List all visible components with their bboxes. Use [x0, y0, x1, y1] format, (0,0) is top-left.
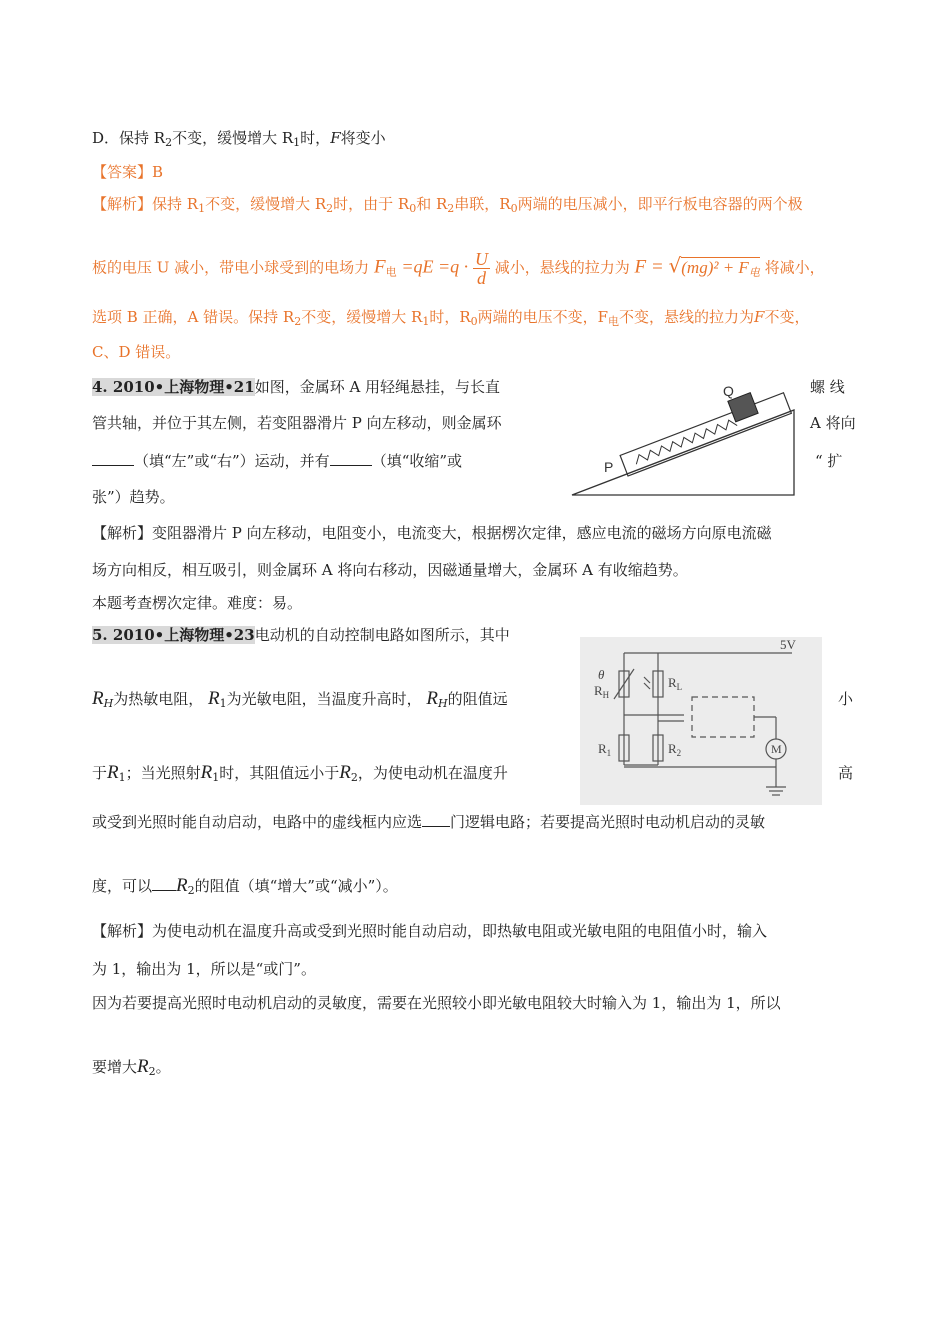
subscript: 2	[294, 315, 302, 328]
q5-text: 于	[92, 764, 108, 782]
sqrt-icon: √	[668, 253, 682, 278]
equation: =	[650, 256, 664, 278]
r2-label: $R_2$	[668, 741, 682, 758]
sqrt-expression: (mg)² + F	[681, 257, 749, 277]
subscript: 2	[447, 202, 455, 215]
option-d	[92, 127, 386, 154]
variable-r: R	[176, 875, 188, 896]
variable-r: R	[92, 688, 104, 709]
variable-f: F	[754, 308, 765, 326]
theta-label: θ	[598, 667, 605, 682]
analysis-text: 减小，悬线的拉力为	[494, 258, 630, 277]
q5-analysis: 为 1，输出为 1，所以是“或门”。	[92, 960, 316, 978]
q5-analysis-final	[92, 1054, 171, 1085]
q5-text: ；当光照射	[125, 764, 201, 782]
option-d-text: D．保持 R	[92, 129, 166, 147]
variable-r: R	[208, 688, 220, 709]
q5-text: 为热敏电阻，	[113, 690, 204, 708]
option-d-text: 时，	[300, 129, 331, 147]
variable-f: F	[330, 129, 341, 147]
voltage-label: 5V	[780, 637, 796, 652]
analysis-text: 将减小，	[764, 258, 825, 277]
q4-text: 如图，金属环 A 用轻绳悬挂，与长直	[254, 378, 501, 396]
subscript: 电	[608, 315, 620, 328]
spring	[633, 418, 737, 464]
fraction	[473, 250, 490, 287]
fraction-numerator: U	[474, 249, 488, 269]
subscript: 2	[165, 136, 173, 149]
subscript: 0	[510, 202, 518, 215]
motor-label: M	[771, 742, 782, 756]
subscript: 0	[470, 315, 478, 328]
answer-value: B	[152, 163, 164, 181]
figure-background	[580, 637, 822, 805]
subscript: H	[103, 697, 114, 710]
analysis-text: 两端的电压减小，即平行板电容器的两个极	[517, 195, 803, 213]
equation: =qE =q ·	[401, 256, 469, 277]
q4-text-right: “ 扩	[815, 452, 843, 470]
q4-text: 管共轴，并位于其左侧，若变阻器滑片 P 向左移动，则金属环	[92, 414, 502, 432]
analysis-text: 选项 B 正确，A 错误。保持 R	[92, 308, 295, 326]
analysis-text: 不变，缓慢增大 R	[205, 195, 327, 213]
analysis-text: 不变，悬线的拉力为	[619, 308, 755, 326]
q4-text: 张”）趋势。	[92, 488, 175, 506]
subscript: 电	[748, 266, 760, 279]
q5-text: ，为使电动机在温度升	[357, 764, 508, 782]
label-q: Q	[723, 383, 734, 399]
variable-r: R	[339, 762, 351, 783]
analysis-text: 时，R	[429, 308, 471, 326]
subscript: 1	[118, 771, 126, 784]
q5-text: 时，其阻值远小于	[219, 764, 340, 782]
analysis-line-4: C、D 错误。	[92, 343, 181, 361]
subscript: 1	[219, 697, 227, 710]
q5-analysis: 要增大	[92, 1058, 138, 1076]
q5-text: 门逻辑电路；若要提高光照时电动机启动的灵敏	[450, 813, 766, 831]
q4-text: （填“收缩”或	[371, 452, 463, 470]
incline-figure	[568, 380, 800, 500]
r1-label: $R_1$	[598, 741, 612, 758]
q5-analysis: 因为若要提高光照时电动机启动的灵敏度，需要在光照较小即光敏电阻较大时输入为 1，输出为 1，所以	[92, 994, 781, 1012]
incline-triangle	[572, 410, 794, 495]
q4-line-1	[92, 376, 500, 398]
q4-line-3	[92, 450, 462, 472]
subscript: 2	[326, 202, 334, 215]
analysis-line-2	[92, 250, 825, 288]
analysis-text: 和 R	[416, 195, 448, 213]
variable-r: R	[107, 762, 119, 783]
q5-text: 的阻值（填“增大”或“减小”）。	[194, 877, 398, 895]
answer-line	[92, 161, 163, 183]
subscript: 1	[198, 202, 206, 215]
analysis-text: 板的电压 U 减小，带电小球受到的电场力	[92, 258, 370, 277]
option-d-text: 不变，缓慢增大 R	[172, 129, 294, 147]
q5-line-2	[92, 686, 508, 717]
q4-text-right: 螺 线	[810, 378, 845, 396]
analysis-text: 不变，	[764, 308, 810, 326]
q4-text: （填“左”或“右”）运动，并有	[134, 452, 330, 470]
fraction-denominator: d	[476, 268, 486, 288]
q5-text-right: 小	[838, 690, 854, 708]
q5-text-right: 高	[838, 764, 854, 782]
analysis-text: 不变，缓慢增大 R	[301, 308, 423, 326]
blank-4[interactable]	[152, 890, 176, 891]
q5-analysis: 【解析】为使电动机在温度升高或受到光照时能自动启动，即热敏电阻或光敏电阻的电阻值小时，输入	[92, 922, 768, 940]
subscript: 1	[293, 136, 301, 149]
subscript: 1	[212, 771, 220, 784]
option-d-text: 将变小	[340, 129, 386, 147]
q5-label: 5. 2010•上海物理•23	[92, 626, 255, 644]
analysis-text: 两端的电压不变，F	[477, 308, 609, 326]
q5-line-3	[92, 760, 508, 791]
subscript: 1	[422, 315, 430, 328]
subscript: 0	[409, 202, 417, 215]
analysis-text: 串联，R	[454, 195, 511, 213]
q5-analysis: 。	[155, 1058, 171, 1076]
blank-2[interactable]	[330, 465, 372, 466]
q5-line-4	[92, 811, 765, 833]
q5-text: 度，可以	[92, 877, 153, 895]
q5-text: 电动机的自动控制电路如图所示，其中	[254, 626, 510, 644]
analysis-text: 【解析】保持 R	[92, 195, 199, 213]
q5-text: 为光敏电阻，当温度升高时，	[226, 690, 422, 708]
q5-text: 或受到光照时能自动启动，电路中的虚线框内应选	[92, 813, 423, 831]
subscript: 2	[350, 771, 358, 784]
sqrt-body	[681, 257, 760, 277]
rh-label: $R_H$	[594, 683, 610, 700]
variable-f: F	[373, 256, 386, 278]
q4-label: 4. 2010•上海物理•21	[92, 378, 255, 396]
q5-line-1	[92, 624, 510, 646]
variable-r: R	[137, 1056, 149, 1077]
rl-label: $R_L$	[668, 675, 683, 692]
subscript: H	[438, 697, 448, 710]
analysis-line-1	[92, 193, 803, 220]
q4-analysis: 场方向相反，相互吸引，则金属环 A 将向右移动，因磁通量增大，金属环 A 有收缩趋势。	[92, 561, 688, 579]
blank-1[interactable]	[92, 465, 134, 466]
subscript: 电	[385, 265, 397, 279]
q4-text-right: A 将向	[810, 414, 856, 432]
q5-text: 的阻值远	[447, 690, 508, 708]
q5-line-5	[92, 873, 398, 904]
variable-r: R	[200, 762, 213, 783]
slider-rail	[616, 382, 792, 476]
analysis-line-3	[92, 306, 809, 333]
subscript: 2	[148, 1065, 156, 1078]
subscript: 2	[187, 884, 195, 897]
variable-f: F	[634, 256, 647, 278]
q4-analysis: 【解析】变阻器滑片 P 向左移动，电阻变小，电流变大，根据楞次定律，感应电流的磁场方向原电流磁	[92, 524, 772, 542]
analysis-text: 时，由于 R	[333, 195, 410, 213]
variable-r: R	[426, 688, 439, 709]
blank-3[interactable]	[422, 826, 450, 827]
answer-label: 【答案】	[92, 163, 153, 181]
circuit-figure	[580, 637, 822, 805]
q4-note: 本题考查楞次定律。难度：易。	[92, 594, 303, 612]
label-p: P	[604, 459, 614, 475]
